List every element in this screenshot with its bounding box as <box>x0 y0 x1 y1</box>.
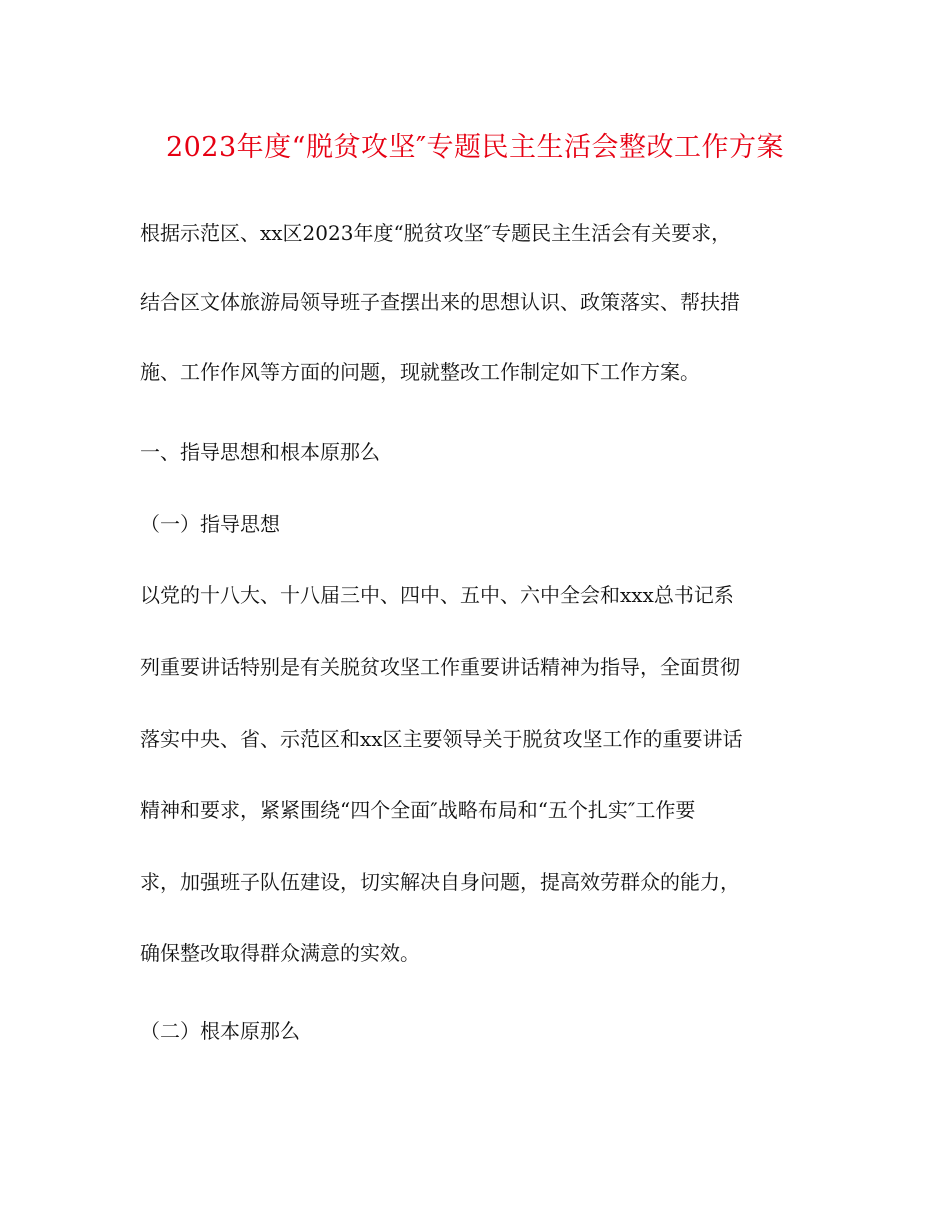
intro-line-3: 施、工作作风等方面的问题，现就整改工作制定如下工作方案。 <box>140 360 700 384</box>
intro-line-1: 根据示范区、xx区2023年度“脱贫攻坚″专题民主生活会有关要求， <box>140 221 732 245</box>
paragraph-line-6: 确保整改取得群众满意的实效。 <box>140 941 420 965</box>
paragraph-line-4: 精神和要求，紧紧围绕“四个全面″战略布局和“五个扎实″工作要 <box>140 798 696 822</box>
paragraph-line-1: 以党的十八大、十八届三中、四中、五中、六中全会和xxx总书记系 <box>140 583 734 607</box>
subsection-heading-2: （二）根本原那么 <box>140 1019 300 1043</box>
subsection-heading-1: （一）指导思想 <box>140 512 280 536</box>
document-title: 2023年度“脱贫攻坚″专题民主生活会整改工作方案 <box>165 132 785 163</box>
paragraph-line-3: 落实中央、省、示范区和xx区主要领导关于脱贫攻坚工作的重要讲话 <box>140 727 743 751</box>
intro-line-2: 结合区文体旅游局领导班子查摆出来的思想认识、政策落实、帮扶措 <box>140 290 740 314</box>
section-heading-1: 一、指导思想和根本原那么 <box>140 440 380 464</box>
paragraph-line-2: 列重要讲话特别是有关脱贫攻坚工作重要讲话精神为指导，全面贯彻 <box>140 655 740 679</box>
paragraph-line-5: 求，加强班子队伍建设，切实解决自身问题，提高效劳群众的能力， <box>140 870 740 894</box>
